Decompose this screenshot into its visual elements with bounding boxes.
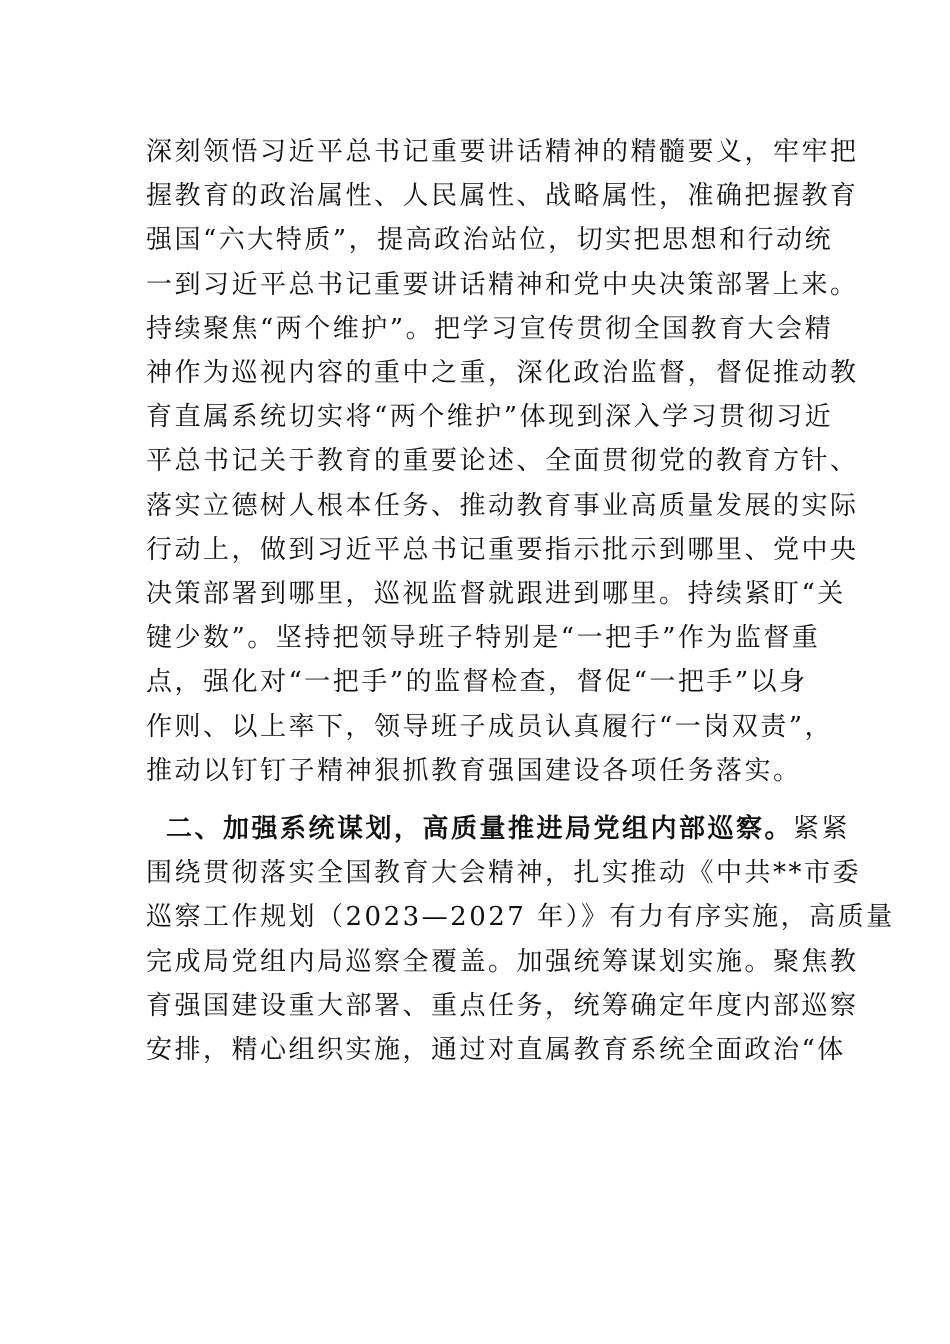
text-line: 键少数”。坚持把领导班子特别是“一把手”作为监督重 (146, 623, 821, 654)
document-page (146, 130, 895, 1072)
text-line: 围绕贯彻落实全国教育大会精神，扎实推动《中共**市委 (146, 858, 862, 889)
section-heading: 二、加强系统谋划，高质量推进局党组内部巡察。 (166, 814, 794, 845)
text-line: 行动上，做到习近平总书记重要指示批示到哪里、党中央 (146, 534, 859, 565)
text-line: 落实立德树人根本任务、推动教育事业高质量发展的实际 (146, 490, 859, 521)
text-line: 育直属系统切实将“两个维护”体现到深入学习贯彻习近 (146, 402, 834, 433)
text-line: 完成局党组内局巡察全覆盖。加强统筹谋划实施。聚焦教 (146, 946, 859, 977)
text-line: 强国“六大特质”，提高政治站位，切实把思想和行动统 (146, 225, 834, 256)
text-line: 安排，精心组织实施，通过对直属教育系统全面政治“体 (146, 1035, 846, 1066)
text-line: 作则、以上率下，领导班子成员认真履行“一岗双责”， (146, 711, 834, 742)
text-line: 巡察工作规划（2023—2027 年）》有力有序实施，高质量 (146, 902, 895, 933)
text-line: 平总书记关于教育的重要论述、全面贯彻党的教育方针、 (146, 446, 859, 477)
text-line: 深刻领悟习近平总书记重要讲话精神的精髓要义，牢牢把 (146, 137, 859, 167)
text-line: 推动以钉钉子精神狠抓教育强国建设各项任务落实。 (146, 755, 802, 786)
text-line: 持续聚焦“两个维护”。把学习宣传贯彻全国教育大会精 (146, 313, 834, 344)
text-line: 一到习近平总书记重要讲话精神和党中央决策部署上来。 (146, 269, 859, 300)
text-line: 育强国建设重大部署、重点任务，统筹确定年度内部巡察 (146, 990, 859, 1021)
text-line: 点，强化对“一把手”的监督检查，督促“一把手”以身 (146, 667, 808, 698)
text-run: 紧紧 (793, 814, 851, 845)
text-line: 神作为巡视内容的重中之重，深化政治监督，督促推动教 (146, 358, 859, 389)
text-line-first (146, 807, 851, 851)
text-line: 握教育的政治属性、人民属性、战略属性，准确把握教育 (146, 181, 859, 212)
paragraph-2 (146, 807, 895, 1072)
paragraph-1 (146, 130, 859, 793)
text-line: 决策部署到哪里，巡视监督就跟进到哪里。持续紧盯“关 (146, 579, 846, 610)
